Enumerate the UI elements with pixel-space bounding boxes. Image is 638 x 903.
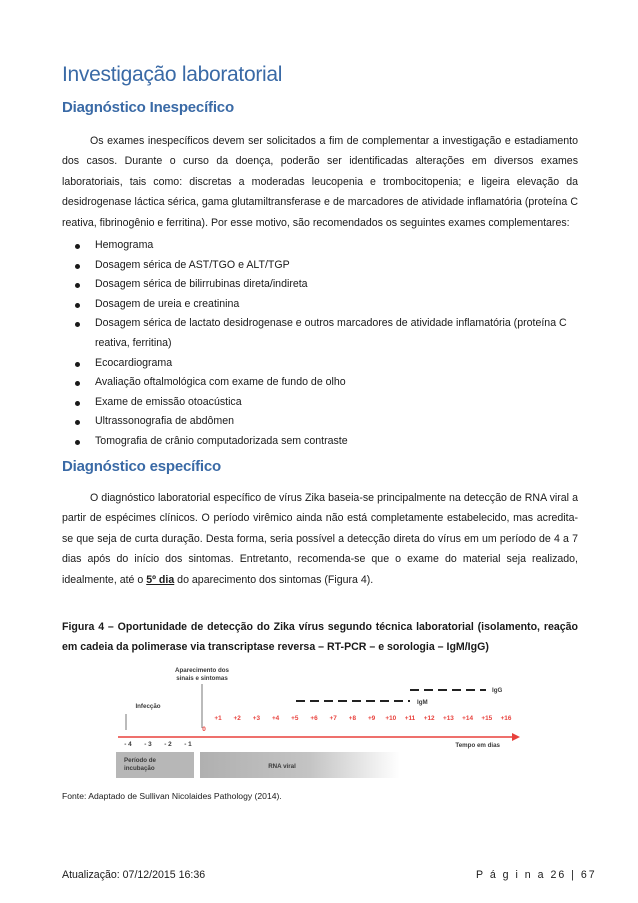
onset-label: Aparecimento dos — [175, 667, 229, 674]
bullet-icon — [75, 420, 80, 425]
list-item: Dosagem sérica de lactato desidrogenase e outros marcadores de atividade inflamatória (proteína C reativa, ferritina) — [62, 314, 578, 353]
list-item: Tomografia de crânio computadorizada sem contraste — [62, 432, 578, 452]
figure-caption: Figura 4 – Oportunidade de detecção do Zika vírus segundo técnica laboratorial (isolamento, reação em cadeia da polimerase via transcriptase reversa – RT-PCR – e sorologia – IgM/IgG) — [62, 621, 578, 653]
day-tick-label: +10 — [385, 715, 397, 722]
igg-label: IgG — [492, 687, 503, 694]
bullet-icon — [75, 283, 80, 288]
onset-label-line2: sinais e sintomas — [176, 675, 228, 682]
section-heading-inespecifico: Diagnóstico Inespecífico — [62, 99, 234, 116]
paragraph-inespecifico — [62, 131, 578, 233]
page-title: Investigação laboratorial — [62, 63, 283, 86]
day-tick-label: +13 — [442, 715, 454, 722]
day-tick-label: +5 — [291, 715, 299, 722]
rna-viral-bar — [200, 752, 400, 778]
day-tick-label: - 1 — [184, 741, 192, 748]
rna-viral-label: RNA viral — [268, 763, 296, 770]
section-heading-especifico: Diagnóstico específico — [62, 458, 221, 475]
paragraph-especifico: O diagnóstico laboratorial específico de vírus Zika baseia-se principalmente na detecção de RNA viral a partir de espécimes clínicos. O período virêmico ainda não está completamente estabelecido, mas acredita-se que seja de curta duração. Desta forma, seria possível a detecção direta do vírus em um período de 4 a 7 dias após do início dos sintomas. Entretanto, recomenda-se que o exame do material seja realizado, idealmente, até o 5º dia do aparecimento dos sintomas (Figura 4). — [62, 492, 578, 586]
bullet-icon — [75, 381, 80, 386]
bullet-icon — [75, 401, 80, 406]
day-tick-label: +4 — [271, 715, 280, 722]
day-tick-label: - 4 — [124, 741, 132, 748]
bullet-icon — [75, 440, 80, 445]
day-tick-label: +1 — [214, 715, 222, 722]
incubation-label: Período de incubação — [124, 757, 156, 772]
bullet-icon — [75, 362, 80, 367]
figure-source: Fonte: Adaptado de Sullivan Nicolaides Pathology (2014). — [62, 791, 282, 801]
list-item: Ecocardiograma — [62, 354, 578, 374]
footer-page-number: P á g i n a 26 | 67 — [476, 869, 597, 881]
list-item: Exame de emissão otoacústica — [62, 393, 578, 413]
day-tick-label: - 3 — [144, 741, 152, 748]
day-tick-label: +6 — [310, 715, 318, 722]
bullet-icon — [75, 303, 80, 308]
zika-detection-diagram — [110, 660, 530, 784]
list-item: Avaliação oftalmológica com exame de fundo de olho — [62, 373, 578, 393]
day-tick-label: +2 — [233, 715, 241, 722]
exam-list — [62, 236, 578, 452]
bullet-icon — [75, 264, 80, 269]
day-tick-label: +11 — [404, 715, 416, 722]
axis-arrow-icon — [512, 733, 520, 741]
bullet-icon — [75, 322, 80, 327]
day-tick-label: +16 — [500, 715, 512, 722]
day-tick-label: +15 — [481, 715, 493, 722]
zero-tick-label: 0 — [202, 726, 206, 733]
paragraph-text: Os exames inespecíficos devem ser solicitados a fim de complementar a investigação e estadiamento dos casos. Durante o curso da doença, poderão ser identificadas alterações em diversos exames laboratoriais, tais como: discretas a moderadas leucopenia e trombocitopenia; e ligeira elevação da desidrogenase láctica sérica, gama glutamiltransferase e de marcadores de atividade inflamatória (proteína C reativa, fibrinogênio e ferritina). Por esse motivo, são recomendados os seguintes exames complementares: — [62, 135, 578, 229]
list-item: Dosagem sérica de AST/TGO e ALT/TGP — [62, 256, 578, 276]
negative-day-ticks — [124, 741, 192, 748]
igm-label: IgM — [417, 699, 428, 706]
list-item: Hemograma — [62, 236, 578, 256]
day-tick-label: +7 — [329, 715, 337, 722]
day-tick-label: - 2 — [164, 741, 172, 748]
list-item: Dosagem sérica de bilirrubinas direta/indireta — [62, 275, 578, 295]
infection-label: Infecção — [135, 703, 161, 710]
day-tick-label: +3 — [252, 715, 261, 722]
bullet-icon — [75, 244, 80, 249]
emphasis-day: 5º dia — [146, 573, 175, 586]
list-item: Ultrassonografia de abdômen — [62, 412, 578, 432]
day-tick-label: +8 — [348, 715, 357, 722]
footer-updated: Atualização: 07/12/2015 16:36 — [62, 869, 206, 881]
list-item: Dosagem de ureia e creatinina — [62, 295, 578, 315]
day-tick-label: +12 — [423, 715, 435, 722]
day-tick-label: +9 — [367, 715, 376, 722]
positive-day-ticks — [214, 715, 512, 722]
day-tick-label: +14 — [462, 715, 474, 722]
time-axis-label: Tempo em dias — [455, 742, 500, 749]
